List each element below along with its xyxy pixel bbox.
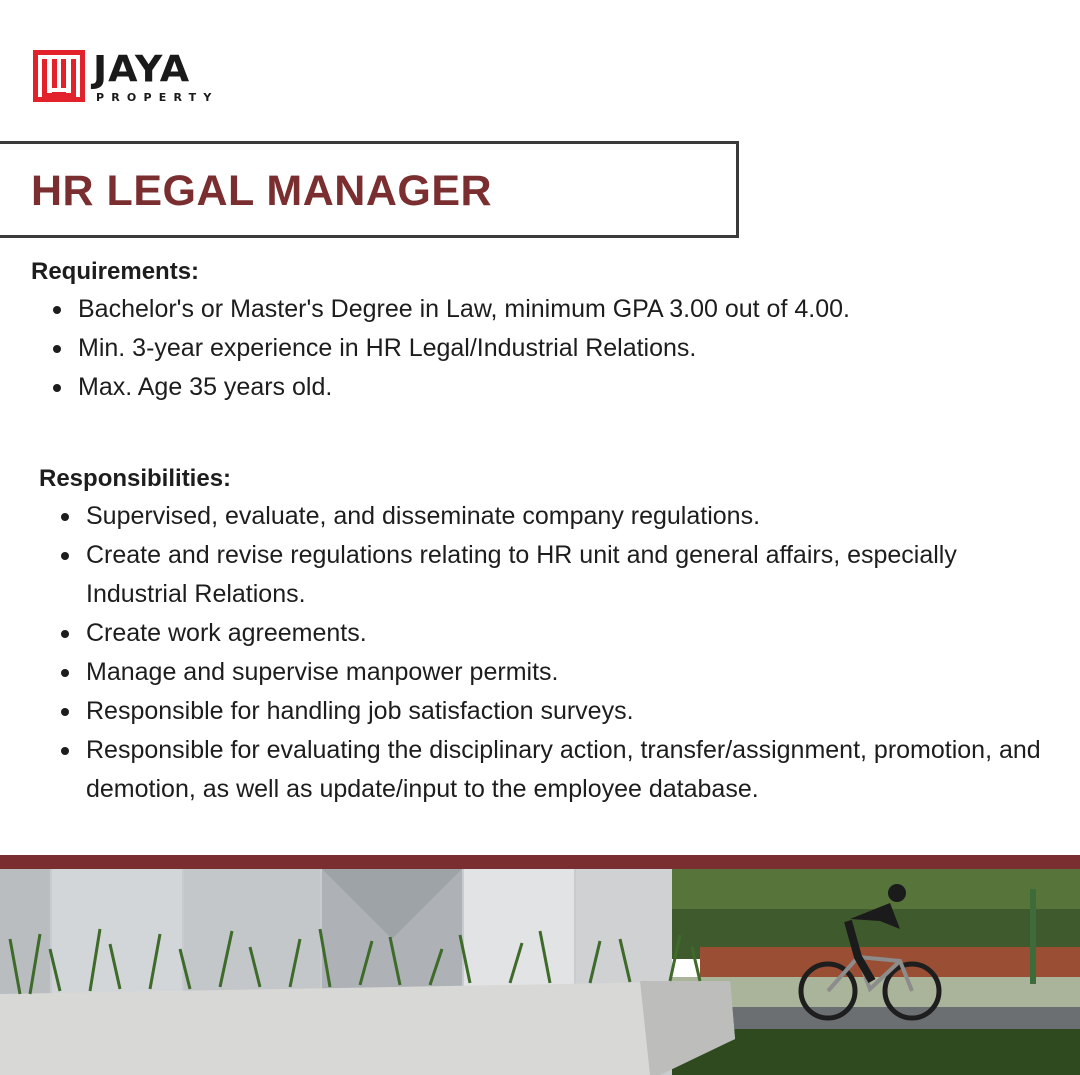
list-item: Responsible for handling job satisfaction surveys. [39, 692, 1069, 731]
responsibilities-list [39, 497, 1069, 809]
accent-band [0, 855, 1080, 869]
list-item: Responsible for evaluating the disciplinary action, transfer/assignment, promotion, and demotion, as well as update/input to the employee database. [39, 731, 1056, 809]
cyclist-photo-illustration [0, 869, 1080, 1075]
jaya-logo-mark-icon [33, 50, 85, 102]
requirements-heading: Requirements: [31, 258, 200, 285]
list-item: Bachelor's or Master's Degree in Law, minimum GPA 3.00 out of 4.00. [31, 290, 1061, 329]
job-title: HR LEGAL MANAGER [31, 167, 493, 215]
responsibilities-heading: Responsibilities: [39, 465, 232, 492]
logo-subtitle: PROPERTY [96, 91, 219, 104]
list-item: Create work agreements. [39, 614, 1069, 653]
list-item: Create and revise regulations relating to HR unit and general affairs, especially Industrial Relations. [39, 536, 986, 614]
company-logo [33, 50, 219, 104]
requirements-list [31, 290, 1061, 407]
footer-photo [0, 869, 1080, 1075]
list-item: Max. Age 35 years old. [31, 368, 1061, 407]
requirements-section [31, 257, 1061, 407]
responsibilities-section [39, 464, 1069, 809]
list-item: Supervised, evaluate, and disseminate company regulations. [39, 497, 1069, 536]
logo-word: JAYA [93, 48, 191, 90]
list-item: Min. 3-year experience in HR Legal/Industrial Relations. [31, 329, 1061, 368]
list-item: Manage and supervise manpower permits. [39, 653, 1069, 692]
